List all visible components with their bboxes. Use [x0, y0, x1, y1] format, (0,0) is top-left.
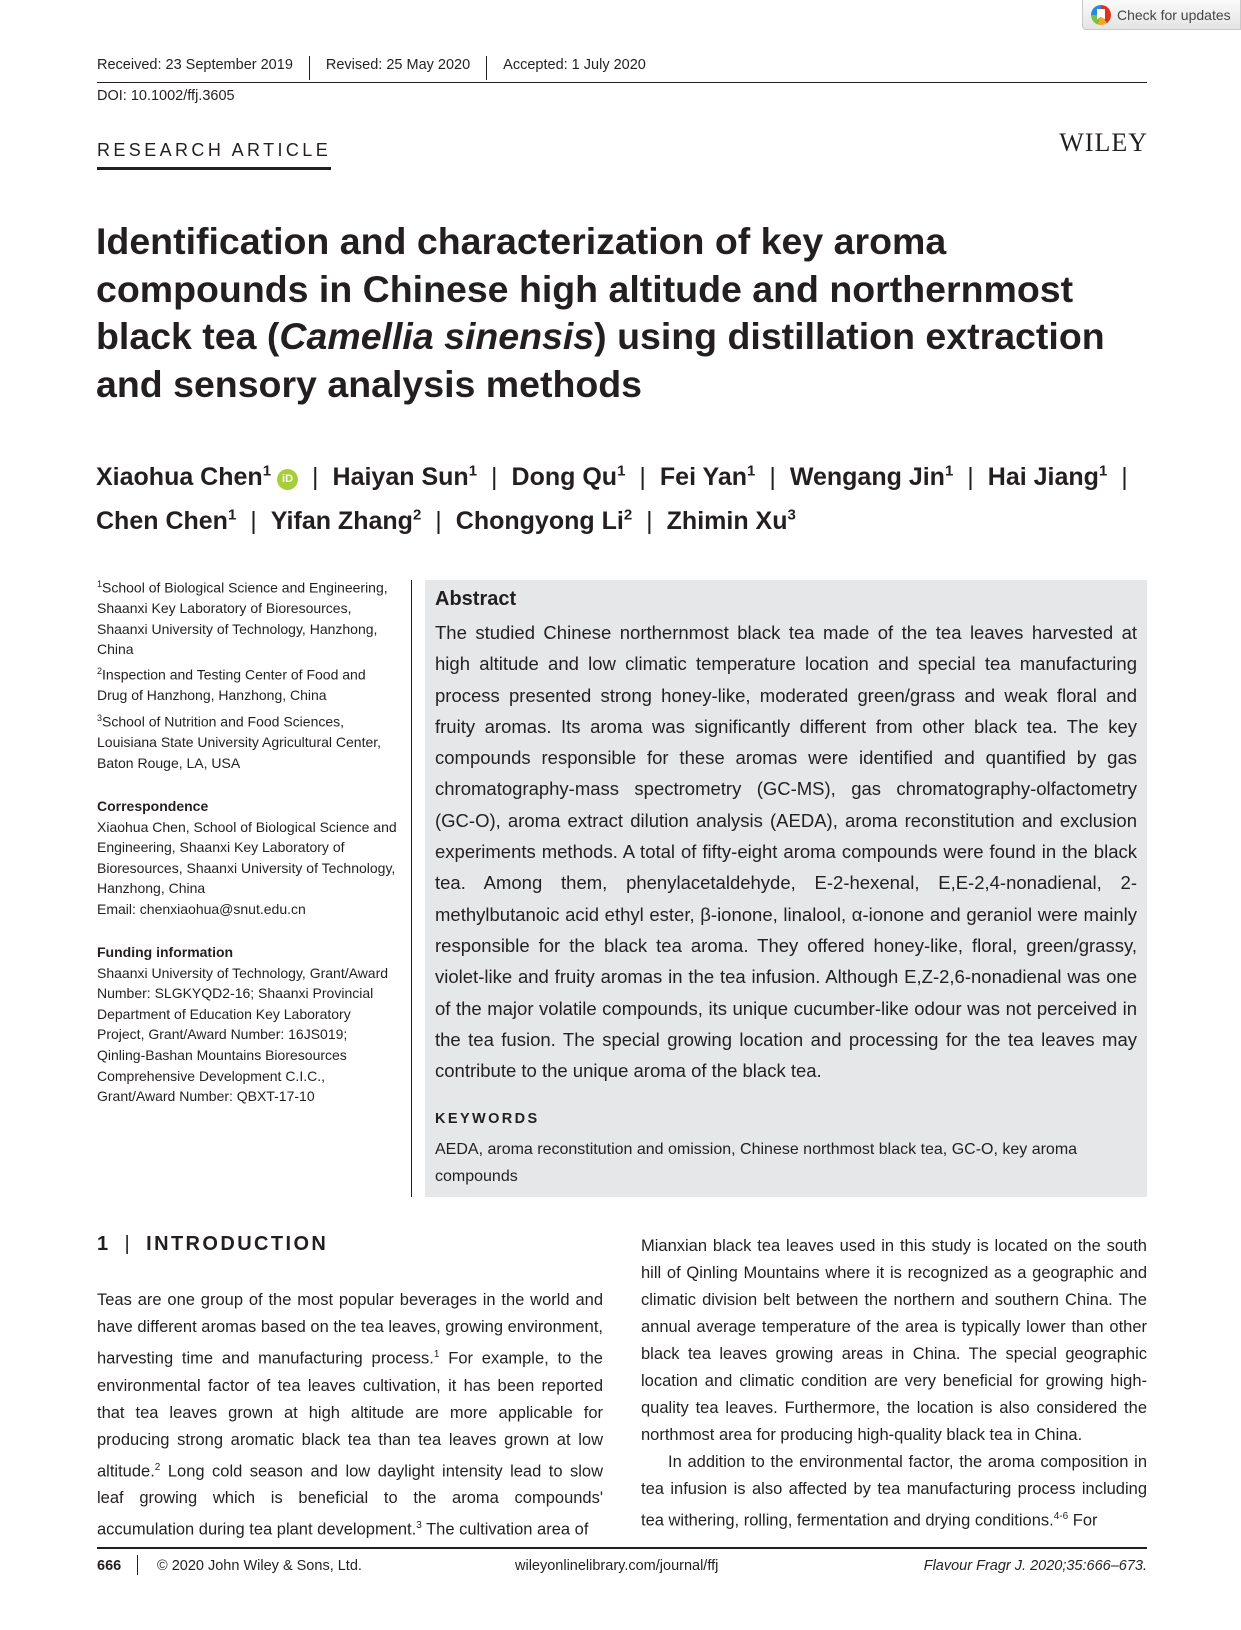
received-date: Received: 23 September 2019: [97, 56, 310, 80]
affiliation-3: $^3$School of Nutrition and Food Sciences, Louisiana State University Agricultural Center, Baton Rouge, LA, USA: [97, 713, 382, 771]
reference-link[interactable]: 4-6: [1053, 1511, 1069, 1522]
abstract-text: The studied Chinese northernmost black tea made of the tea leaves harvested at high altitude and low climatic temperature location and special tea manufacturing process presented strong honey-like, moderated green/grass and weak floral and fruity aromas. Its aroma was significantly different from other black tea. The key compounds responsible for these aromas were identified and quantified by gas chromatography-mass spectrometry (GC-MS), gas chromatography-olfactometry (GC-O), aroma extract dilution analysis (AEDA), aroma reconstitution and exclusion experiments methods. A total of fifty-eight aroma compounds were found in the black tea. Among them, phenylacetaldehyde, E-2-hexenal, E,E-2,4-nonadienal, 2-methylbutanoic acid ethyl ester, β-ionone, linalool, α-ionone and geraniol were mainly responsible for the black tea aroma. They offered honey-like, floral, green/grassy, violet-like and fruity aromas in the tea infusion. Although E,Z-2,6-nonadienal was one of the major volatile compounds, its unique cucumber-like odour was not perceived in the tea fusion. The special growing location and processing for the tea leaves may contribute to the unique aroma of the black tea.: [435, 622, 1137, 1082]
author[interactable]: Zhimin Xu$^3$: [666, 506, 796, 535]
author-separator: |: [491, 463, 498, 492]
abstract-heading: Abstract: [435, 588, 517, 610]
intro-left-column: [97, 1287, 603, 1544]
funding-text: Shaanxi University of Technology, Grant/Award Number: SLGKYQD2-16; Shaanxi Provincial Department of Education Key Laboratory Project, Grant/Award Number: 16JS019; Qinling-Bashan Mountains Bioresources Comprehensive Development C.I.C., Grant/Award Number: QBXT-17-10: [97, 964, 389, 1105]
author[interactable]: Chen Chen$^1$: [96, 506, 237, 535]
article-type: RESEARCH ARTICLE: [97, 140, 331, 170]
article-title: [96, 218, 1156, 408]
reference-link[interactable]: 1: [433, 1349, 440, 1360]
keywords-text: AEDA, aroma reconstitution and omission, Chinese northmost black tea, GC-O, key aroma compounds: [435, 1141, 1078, 1185]
revised-date: Revised: 25 May 2020: [326, 56, 487, 80]
author-separator: |: [646, 506, 653, 535]
intro-right-column: [641, 1233, 1147, 1535]
check-for-updates-button[interactable]: [1082, 0, 1241, 30]
author-separator: |: [312, 463, 319, 492]
title-part-1: Identification and characterization of key aroma compounds in Chinese high altitude and northernmost black tea (: [96, 220, 1074, 357]
copyright: © 2020 John Wiley & Sons, Ltd.: [157, 1558, 362, 1574]
reference-link[interactable]: 3: [416, 1520, 422, 1531]
section-heading: 1 | INTRODUCTION: [97, 1233, 329, 1255]
title-part-2: ) using distillation extraction and sensory analysis methods: [96, 315, 1105, 405]
doi[interactable]: DOI: 10.1002/ffj.3605: [97, 88, 235, 104]
author-separator: |: [1121, 463, 1128, 492]
funding: [97, 942, 397, 1107]
keywords-heading: KEYWORDS: [435, 1111, 540, 1127]
column-divider: [411, 580, 412, 1197]
intro-paragraph: Teas are one group of the most popular beverages in the world and have different aromas based on the tea leaves, growing environment, harvesting time and manufacturing process.$^1$ For example, to the environmental factor of tea leaves cultivation, it has been reported that tea leaves grown at high altitude are more applicable for producing strong aromatic black tea than tea leaves grown at low altitude.$^2$ Long cold season and low daylight intensity lead to slow leaf growing which is beneficial to the aroma compounds' accumulation during tea plant development.$^3$ The cultivation area of: [97, 1291, 604, 1539]
author-separator: |: [769, 463, 776, 492]
author[interactable]: Haiyan Sun$^1$: [332, 463, 478, 492]
accepted-date: Accepted: 1 July 2020: [503, 57, 646, 73]
author[interactable]: Hai Jiang$^1$: [987, 463, 1108, 492]
author-separator: |: [639, 463, 646, 492]
orcid-icon[interactable]: iD: [277, 469, 298, 490]
correspondence-heading: Correspondence: [97, 798, 209, 814]
journal-url[interactable]: wileyonlinelibrary.com/journal/ffj: [515, 1558, 719, 1574]
publisher-logo: WILEY: [1059, 128, 1148, 157]
reference-link[interactable]: 2: [154, 1461, 161, 1473]
intro-paragraph: Mianxian black tea leaves used in this study is located on the south hill of Qinling Mountains where it is recognized as a geographic and climatic division belt between the northern and southern China. The annual average temperature of the area is typically lower than other black tea leaves growing areas in China. The special geographic location and climatic condition are very beneficial for growing high-quality tea leaves. Furthermore, the location is also considered the northmost area for producing high-quality black tea in China.: [641, 1237, 1147, 1444]
check-for-updates-label: Check for updates: [1117, 6, 1231, 23]
author-separator: |: [967, 463, 974, 492]
author-separator: |: [435, 506, 442, 535]
page-footer: [97, 1547, 1147, 1575]
page-number: 666: [97, 1558, 122, 1574]
author[interactable]: Xiaohua Chen$^1$: [96, 463, 272, 492]
title-species: Camellia sinensis: [279, 315, 595, 357]
correspondence: [97, 796, 397, 920]
funding-heading: Funding information: [97, 944, 234, 960]
author[interactable]: Fei Yan$^1$: [659, 463, 756, 492]
intro-paragraph: In addition to the environmental factor, the aroma composition in tea infusion is also affected by tea manufacturing process including tea withering, rolling, fermentation and drying conditions.$^{4-6}$ For: [641, 1453, 1147, 1530]
footer-divider: [137, 1555, 138, 1575]
journal-citation: Flavour Fragr J. 2020;35:666–673.: [923, 1558, 1147, 1574]
author-list: [96, 453, 1156, 540]
affiliation-2: $^2$Inspection and Testing Center of Food and Drug of Hanzhong, Hanzhong, China: [97, 666, 366, 704]
dates-line: [97, 56, 1147, 83]
affiliation-1: $^1$School of Biological Science and Engineering, Shaanxi Key Laboratory of Bioresources, Shaanxi University of Technology, Hanzhong, China: [97, 579, 388, 658]
correspondence-email[interactable]: Email: chenxiaohua@snut.edu.cn: [97, 900, 306, 917]
author-separator: |: [250, 506, 257, 535]
correspondence-text: Xiaohua Chen, School of Biological Science and Engineering, Shaanxi Key Laboratory of Bioresources, Shaanxi University of Technology, Hanzhong, China: [97, 818, 397, 897]
author[interactable]: Yifan Zhang$^2$: [270, 506, 422, 535]
crossmark-icon: [1091, 5, 1111, 25]
author[interactable]: Wengang Jin$^1$: [789, 463, 954, 492]
author[interactable]: Chongyong Li$^2$: [455, 506, 633, 535]
author[interactable]: Dong Qu$^1$: [511, 463, 626, 492]
